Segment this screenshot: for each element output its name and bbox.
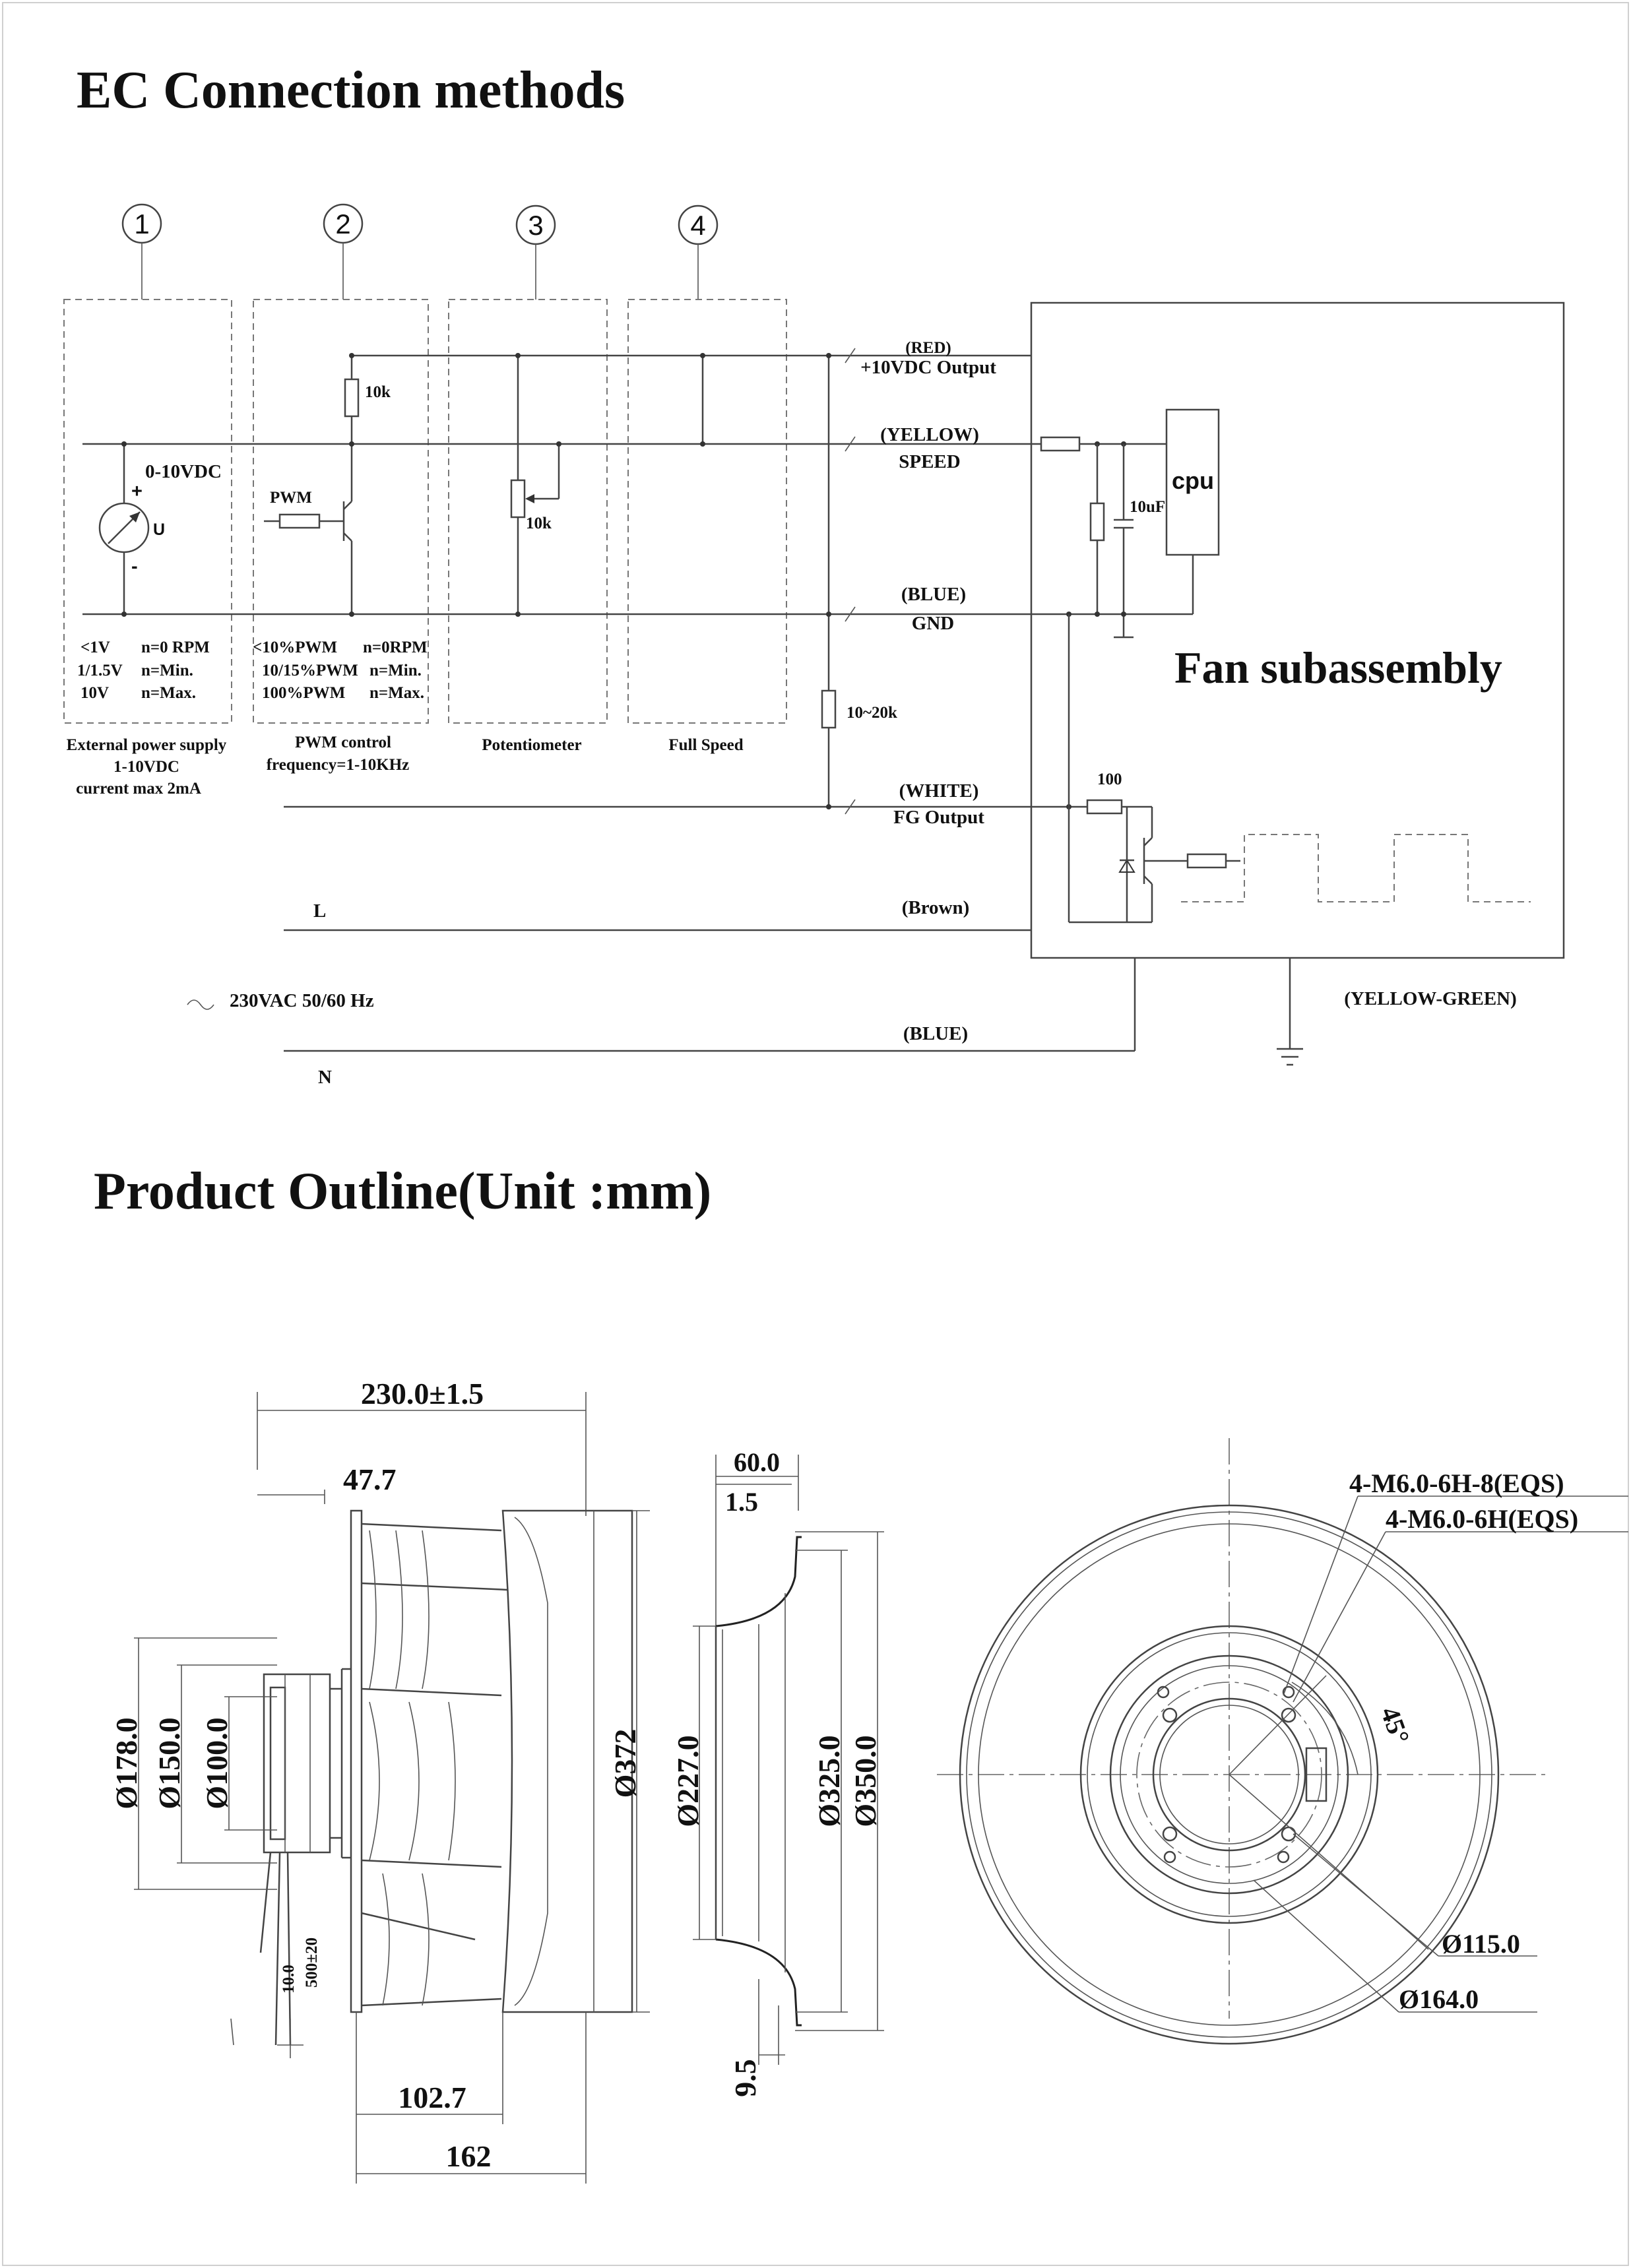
wire-white-function: FG Output — [893, 807, 984, 828]
method-1-table-r2-c1: n=Max. — [141, 684, 196, 702]
method-3-caption: Potentiometer — [482, 736, 582, 754]
dim-lead-long: 500±20 — [303, 1937, 321, 1988]
method-2-table-r0-c1: n=0RPM — [363, 639, 428, 656]
dim-lead-short: 10.0 — [280, 1965, 298, 1994]
method-1-table-r0-c0: <1V — [80, 639, 110, 656]
dim-w102: 102.7 — [398, 2081, 466, 2114]
dim-w1-5: 1.5 — [725, 1487, 758, 1517]
method-number-4: 4 — [690, 210, 706, 241]
dim-d150: Ø150.0 — [152, 1717, 186, 1810]
method-2-caption-0: PWM control — [294, 734, 392, 751]
wire-blue-color: (BLUE) — [901, 584, 967, 605]
dim-width-47: 47.7 — [343, 1463, 397, 1496]
dim-w162: 162 — [445, 2139, 492, 2173]
dim-d372: Ø372 — [608, 1728, 642, 1798]
dim-d164: Ø164.0 — [1399, 1984, 1479, 2014]
outline-title: Product Outline(Unit :mm) — [94, 1162, 712, 1220]
method-1-plus: + — [131, 481, 143, 502]
method-number-3: 3 — [528, 210, 544, 241]
method-1-table-r1-c0: 1/1.5V — [77, 662, 123, 679]
method-4-caption: Full Speed — [668, 736, 744, 754]
pullup-label: 10~20k — [847, 704, 897, 722]
wire-yellow-green: (YELLOW-GREEN) — [1344, 988, 1517, 1009]
method-1-table-r0-c1: n=0 RPM — [141, 639, 210, 656]
method-2-pwm-label: PWM — [270, 489, 312, 507]
angle-label: 45° — [1374, 1703, 1416, 1748]
wire-red-function: +10VDC Output — [860, 357, 996, 378]
method-2-table-r2-c1: n=Max. — [369, 684, 424, 702]
method-1-voltage-label: 0-10VDC — [145, 461, 222, 482]
dim-width-total: 230.0±1.5 — [360, 1377, 484, 1410]
holes-a-label: 4-M6.0-6H-8(EQS) — [1349, 1468, 1564, 1498]
connection-title: EC Connection methods — [77, 61, 625, 119]
wire-blue-function: GND — [911, 613, 955, 634]
wire-red-color: (RED) — [905, 339, 951, 357]
method-number-2: 2 — [335, 208, 351, 239]
wire-yellow-function: SPEED — [899, 451, 961, 472]
method-number-1: 1 — [134, 208, 150, 239]
dim-d350: Ø350.0 — [848, 1735, 882, 1827]
wire-blue-neutral: (BLUE) — [903, 1023, 969, 1044]
dim-h9-5: 9.5 — [728, 2059, 762, 2097]
cpu-label: cpu — [1171, 467, 1215, 494]
method-2-table-r1-c1: n=Min. — [369, 662, 422, 679]
method-1-caption-0: External power supply — [66, 736, 227, 754]
dim-d178: Ø178.0 — [110, 1717, 143, 1810]
method-3-resistor-label: 10k — [526, 515, 552, 532]
method-1-table-r2-c0: 10V — [80, 684, 110, 702]
dim-d227: Ø227.0 — [671, 1735, 705, 1827]
method-2-table-r0-c0: <10%PWM — [253, 639, 338, 656]
dim-d115: Ø115.0 — [1442, 1929, 1520, 1959]
method-1-caption-1: 1-10VDC — [113, 758, 179, 776]
wire-white-color: (WHITE) — [899, 780, 979, 802]
fan-title: Fan subassembly — [1174, 643, 1502, 693]
method-1-table-r1-c1: n=Min. — [141, 662, 193, 679]
dim-d325: Ø325.0 — [812, 1735, 846, 1827]
mains-l: L — [313, 900, 327, 922]
capacitor-label: 10uF — [1130, 498, 1166, 516]
mains-supply: 230VAC 50/60 Hz — [230, 990, 374, 1011]
wire-yellow-color: (YELLOW) — [880, 424, 979, 445]
method-2-table-r2-c0: 100%PWM — [262, 684, 346, 702]
method-2-resistor-label: 10k — [365, 383, 391, 401]
method-1-caption-2: current max 2mA — [76, 780, 201, 798]
holes-b-label: 4-M6.0-6H(EQS) — [1386, 1504, 1579, 1534]
method-1-minus: - — [131, 556, 138, 577]
method-2-caption-1: frequency=1-10KHz — [266, 756, 410, 774]
mains-n: N — [318, 1067, 332, 1088]
wire-brown: (Brown) — [901, 897, 970, 918]
dim-w60: 60.0 — [734, 1447, 780, 1477]
method-1-u: U — [153, 520, 166, 539]
fg-resistor-label: 100 — [1097, 771, 1122, 788]
dim-d100: Ø100.0 — [200, 1717, 234, 1810]
method-2-table-r1-c0: 10/15%PWM — [262, 662, 358, 679]
